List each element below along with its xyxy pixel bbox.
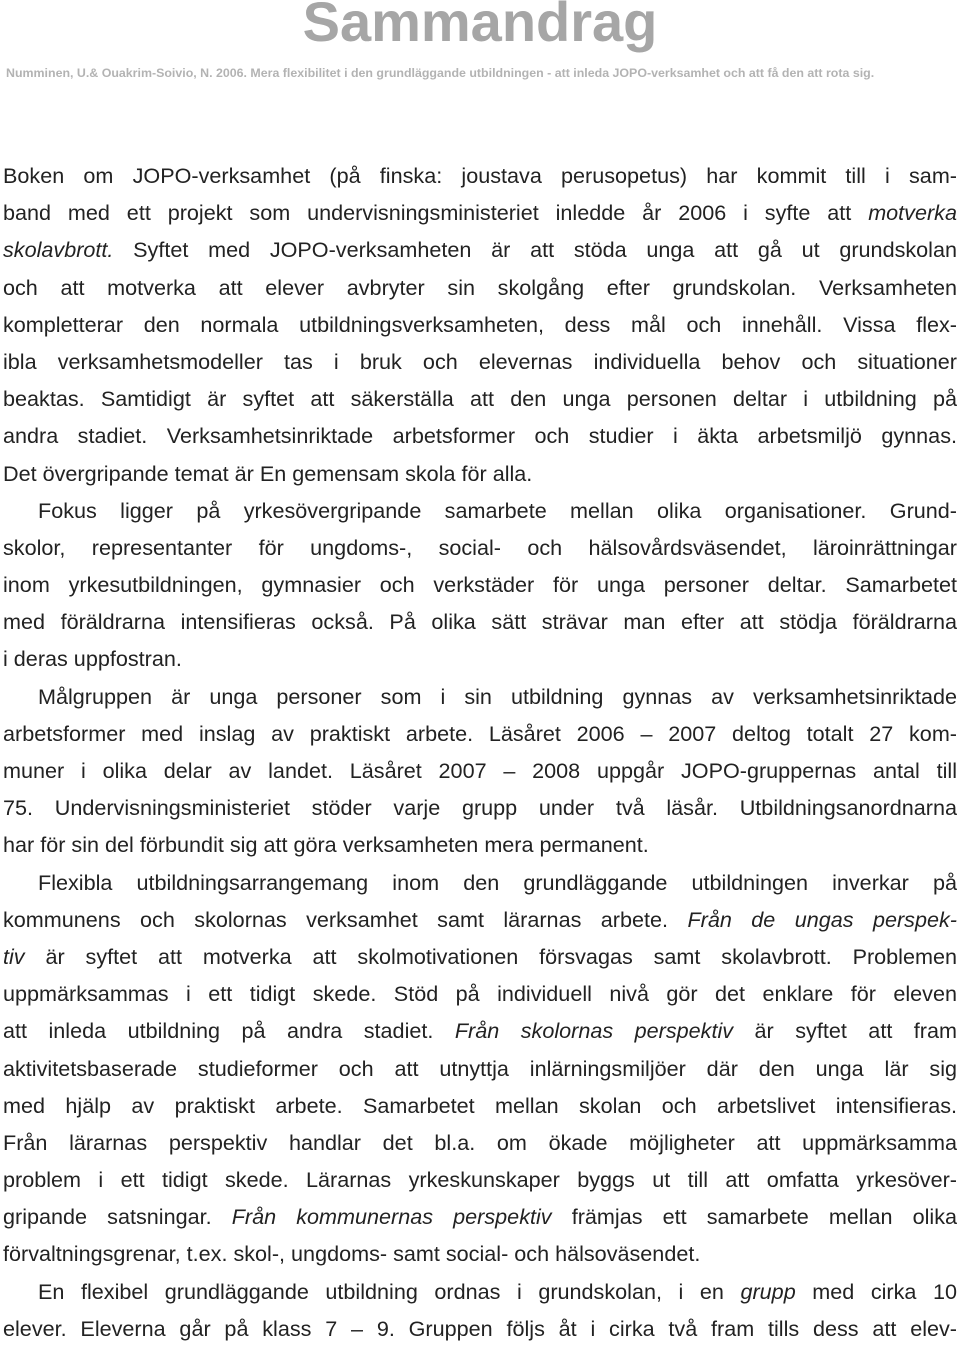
body-line (3, 1050, 957, 1087)
text-run: beaktas. Samtidigt är syftet att säkerställa att den unga personen deltar i utbildning på (3, 386, 957, 412)
body-line (3, 901, 957, 938)
body-line (3, 1273, 957, 1310)
text-run: Flexibla utbildningsarrangemang inom den grundläggande utbildningen inverkar på (38, 869, 957, 895)
body-text (3, 157, 957, 1347)
citation-line: Numminen, U.& Ouakrim-Soivio, N. 2006. Mera flexibilitet i den grundläggande utbildningen - att inleda JOPO-verksamhet och att få den att rota sig. (6, 66, 875, 80)
text-run: Boken om JOPO-verksamhet (på finska: joustava perusopetus) har kommit till i sam- (3, 163, 957, 188)
body-line (3, 492, 957, 529)
text-run: Det övergripande temat är En gemensam skola för alla. (3, 460, 533, 486)
text-run: förvaltningsgrenar, t.ex. skol-, ungdoms- samt social- och hälsoväsendet. (3, 1241, 701, 1267)
body-line (3, 529, 957, 566)
text-run: Målgruppen är unga personer som i sin utbildning gynnas av verksamhetsinriktade (38, 683, 957, 709)
text-run: Fokus ligger på yrkesövergripande samarbete mellan olika organisationer. Grund- (38, 497, 957, 523)
text-run: och att motverka att elever avbryter sin skolgång efter grundskolan. Verksamheten (3, 274, 957, 300)
body-line (3, 715, 957, 752)
italic-text: motverka (868, 200, 957, 226)
body-line (3, 864, 957, 901)
text-run: aktivitetsbaserade studieformer och att utnyttja inlärningsmiljöer där den unga lär sig (3, 1055, 957, 1081)
text-run: med föräldrarna intensifieras också. På olika sätt strävar man efter att stödja föräldrarna (3, 609, 957, 635)
body-line (3, 1310, 957, 1347)
text-run: gripande satsningar. (3, 1204, 232, 1230)
body-line (3, 938, 957, 975)
text-run: skolor, representanter för ungdoms-, social- och hälsovårdsväsendet, läroinrättningar (3, 534, 957, 560)
italic-text: Från kommunernas perspektiv (231, 1204, 552, 1230)
text-run: är syftet att fram (733, 1018, 957, 1044)
text-run: kompletterar den normala utbildningsverksamheten, dess mål och innehåll. Vissa flex- (3, 311, 957, 337)
text-run: muner i olika delar av landet. Läsåret 2007 – 2008 uppgår JOPO-gruppernas antal till (3, 758, 957, 783)
body-line (3, 826, 957, 863)
body-line (3, 157, 957, 194)
body-line (3, 640, 957, 677)
text-run: Syftet med JOPO-verksamheten är att stöda unga att gå ut grundskolan (113, 237, 957, 263)
italic-text: grupp (740, 1278, 796, 1304)
text-run: uppmärksammas i ett tidigt skede. Stöd på individuell nivå gör det enklare för eleven (3, 981, 957, 1007)
text-run: med hjälp av praktiskt arbete. Samarbetet mellan skolan och arbetslivet intensifieras. (3, 1092, 957, 1118)
body-line (3, 231, 957, 268)
text-run: att inleda utbildning på andra stadiet. (3, 1018, 455, 1044)
body-line (3, 1087, 957, 1124)
body-line (3, 566, 957, 603)
body-line (3, 194, 957, 231)
body-line (3, 306, 957, 343)
text-run: problem i ett tidigt skede. Lärarnas yrkeskunskaper byggs ut till att omfatta yrkesöver- (3, 1167, 957, 1193)
page-title: Sammandrag (302, 0, 658, 53)
body-line (3, 1235, 957, 1272)
text-run: främjas ett samarbete mellan olika (551, 1204, 957, 1230)
italic-text: Från skolornas perspektiv (454, 1018, 734, 1044)
body-line (3, 417, 957, 454)
body-line (3, 455, 957, 492)
italic-text: tiv (3, 943, 25, 969)
text-run: Från lärarnas perspektiv handlar det bl.a. om ökade möjligheter att uppmärksamma (3, 1129, 957, 1155)
body-line (3, 1012, 957, 1049)
body-line (3, 603, 957, 640)
text-run: kommunens och skolornas verksamhet samt lärarnas arbete. (3, 906, 688, 932)
body-line (3, 789, 957, 826)
text-run: med cirka 10 (795, 1278, 957, 1304)
text-run: En flexibel grundläggande utbildning ordnas i grundskolan, i en (38, 1278, 741, 1304)
text-run: inom yrkesutbildningen, gymnasier och verkstäder för unga personer deltar. Samarbetet (3, 572, 957, 598)
body-line (3, 975, 957, 1012)
text-run: i deras uppfostran. (3, 646, 182, 672)
body-line (3, 1124, 957, 1161)
text-run: 75. Undervisningsministeriet stöder varje grupp under två läsår. Utbildningsanordnarna (3, 795, 957, 821)
text-run: andra stadiet. Verksamhetsinriktade arbetsformer och studier i äkta arbetsmiljö gynnas. (3, 423, 957, 449)
body-line (3, 1198, 957, 1235)
text-run: elever. Eleverna går på klass 7 – 9. Gruppen följs åt i cirka två fram tills dess att elev- (3, 1315, 957, 1341)
body-line (3, 752, 957, 789)
text-run: är syftet att motverka att skolmotivationen försvagas samt skolavbrott. Problemen (24, 943, 957, 969)
italic-text: Från de ungas perspek- (687, 906, 957, 932)
body-line (3, 343, 957, 380)
text-run: band med ett projekt som undervisningsministeriet inledde år 2006 i syfte att (3, 200, 869, 226)
text-run: arbetsformer med inslag av praktiskt arbete. Läsåret 2006 – 2007 deltog totalt 27 kom- (3, 720, 957, 746)
italic-text: skolavbrott. (3, 237, 114, 263)
text-run: har för sin del förbundit sig att göra verksamheten mera permanent. (3, 832, 649, 858)
body-line (3, 1161, 957, 1198)
body-line (3, 269, 957, 306)
body-line (3, 678, 957, 715)
text-run: ibla verksamhetsmodeller tas i bruk och elevernas individuella behov och situationer (3, 348, 957, 374)
body-line (3, 380, 957, 417)
